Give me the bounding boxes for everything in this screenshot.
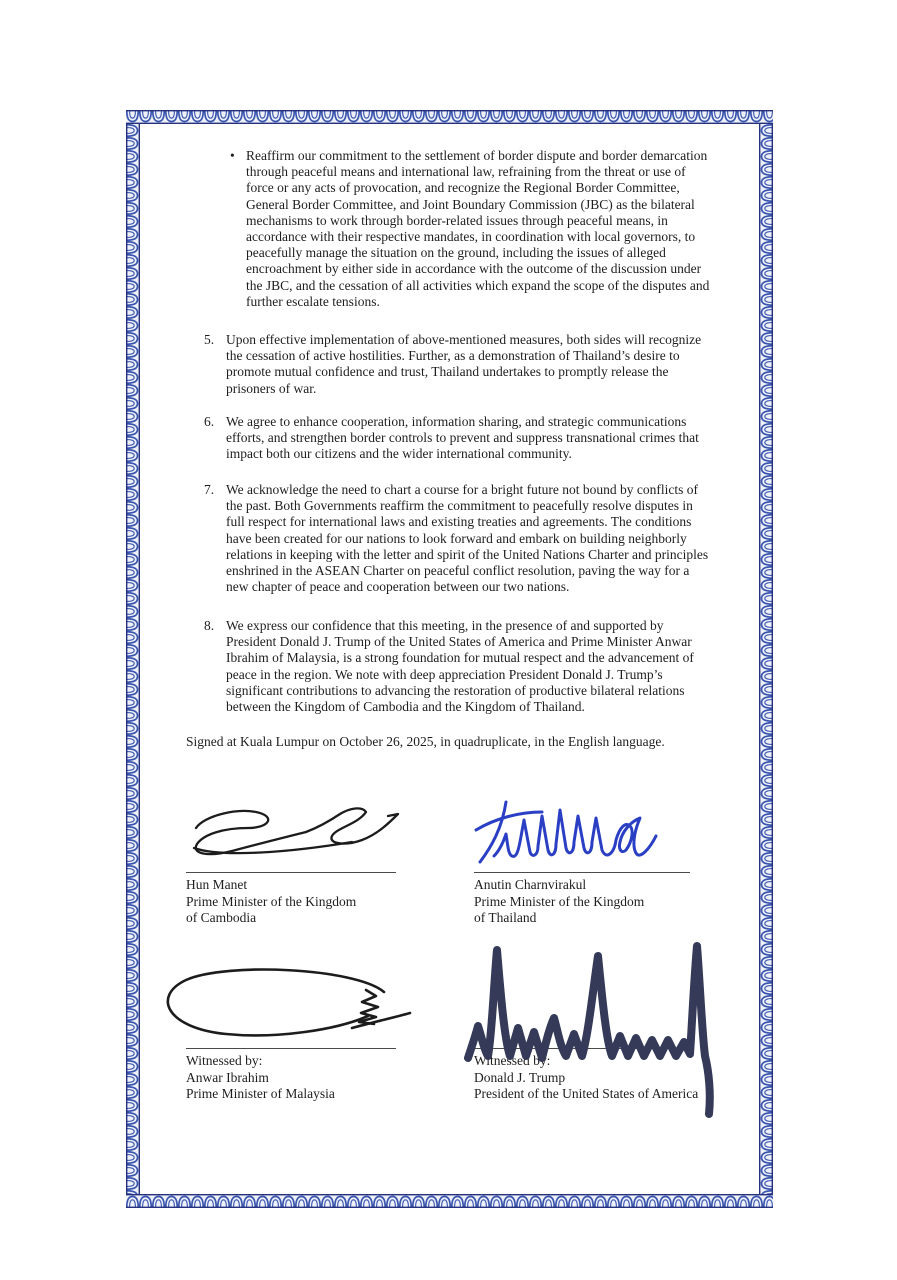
item-number: 7. xyxy=(204,482,215,497)
signing-statement: Signed at Kuala Lumpur on October 26, 2025, in quadruplicate, in the English language. xyxy=(186,734,665,749)
signatory-name: Hun Manet xyxy=(186,877,248,892)
anutin-signature-line xyxy=(474,872,690,873)
item-text: Upon effective implementation of above-mentioned measures, both sides will recognize the cessation of active hostilities. Further, as a demonstration of Thailand’s desire to promote mutual confidence and trust, Thailand undertakes to promptly release the prisoners of war. xyxy=(226,332,702,396)
border-left-ornament xyxy=(126,124,140,1194)
certificate-border-frame xyxy=(126,110,773,1208)
item-text: We acknowledge the need to chart a course for a bright future not bound by conflicts of the past. Both Governments reaffirm the commitment to peacefully resolve disputes in full respect for international laws and existing treaties and agreements. The conditions have been created for our nations to look forward and embark on building neighborly relations in keeping with the letter and spirit of the United Nations Charter and principles enshrined in the ASEAN Charter on peaceful conflict resolution, paving the way for a new chapter of peace and cooperation between our two nations. xyxy=(226,482,709,595)
signatory-title: of Thailand xyxy=(474,910,537,926)
item-number: 8. xyxy=(204,618,215,633)
item-number: 5. xyxy=(204,332,215,347)
signatory-name: Anwar Ibrahim xyxy=(186,1069,269,1085)
signatory-title: Prime Minister of the Kingdom xyxy=(474,893,645,909)
numbered-item-8 xyxy=(204,618,712,715)
trump-block xyxy=(474,1053,698,1103)
hun-manet-signature-line xyxy=(186,872,396,873)
numbered-item-6 xyxy=(204,414,712,463)
trump-signature-line xyxy=(474,1048,690,1049)
item-text: We agree to enhance cooperation, information sharing, and strategic communications efforts, and strengthen border controls to prevent and suppress transnational crimes that impact both our citizens and the wider international community. xyxy=(226,414,699,462)
anutin-block xyxy=(474,877,644,927)
signatory-title: Prime Minister of Malaysia xyxy=(186,1086,335,1102)
bullet-paragraph-text: Reaffirm our commitment to the settlement of border dispute and border demarcation through peaceful means and international law, refraining from the threat or use of force or any acts of provocation, and recognize the Regional Border Committee, General Border Committee, and Joint Boundary Commission (JBC) as the bilateral mechanisms to work through border-related issues through peaceful means, in accordance with their respective mandates, in coordination with local governors, to peacefully manage the situation on the ground, including the issues of alleged encroachment by either side in accordance with the outcome of the discussion under the JBC, and the cessation of all activities which expand the scope of the disputes and further escalate tensions. xyxy=(246,148,710,309)
anwar-signature-line xyxy=(186,1048,396,1049)
border-top-ornament xyxy=(126,110,773,124)
witness-label: Witnessed by: xyxy=(186,1053,263,1068)
anwar-ibrahim-signature xyxy=(156,960,421,1055)
border-right-ornament xyxy=(759,124,773,1194)
numbered-item-7 xyxy=(204,482,712,595)
hun-manet-block xyxy=(186,877,356,927)
signatory-title: of Cambodia xyxy=(186,910,257,926)
item-number: 6. xyxy=(204,414,215,429)
item-text: We express our confidence that this meeting, in the presence of and supported by President Donald J. Trump of the United States of America and Prime Minister Anwar Ibrahim of Malaysia, is a strong foundation for mutual respect and the advancement of peace in the region. We note with deep appreciation President Donald J. Trump’s significant contributions to advancing the restoration of productive bilateral relations between the Kingdom of Cambodia and the Kingdom of Thailand. xyxy=(226,618,694,715)
anutin-signature xyxy=(472,790,662,870)
anwar-block xyxy=(186,1053,335,1103)
bullet-marker: • xyxy=(230,148,235,163)
hun-manet-signature xyxy=(182,790,407,866)
document-body xyxy=(140,124,759,1194)
bullet-paragraph xyxy=(230,148,712,310)
witness-label: Witnessed by: xyxy=(474,1053,551,1068)
border-bottom-ornament xyxy=(126,1194,773,1208)
signatory-name: Anutin Charnvirakul xyxy=(474,877,587,892)
numbered-item-5 xyxy=(204,332,712,397)
signatory-title: President of the United States of America xyxy=(474,1086,699,1102)
signatory-title: Prime Minister of the Kingdom xyxy=(186,893,357,909)
signatory-name: Donald J. Trump xyxy=(474,1069,566,1085)
